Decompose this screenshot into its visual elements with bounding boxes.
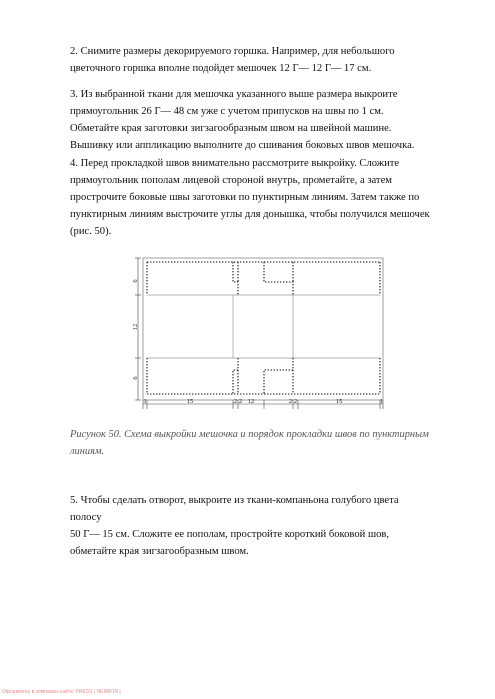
dimension-horizontal bbox=[143, 400, 383, 409]
dim-label-v1: 6 bbox=[132, 279, 139, 283]
paragraph-step-3: 3. Из выбранной ткани для мешочка указанного выше размера выкроите прямоугольник 26 Г— 48 см уже с учетом припусков на швы по 1 см. Обметайте края заготовки зигзагообразным швом на швейной машине. Вышивку или аппликацию выполните до сшивания боковых швов мешочка. bbox=[70, 89, 415, 151]
dim-label-v2: 12 bbox=[132, 323, 139, 331]
dim-label-h4: 2 bbox=[238, 398, 243, 405]
dim-label-h9: 1 bbox=[379, 398, 384, 405]
figure-caption: Рисунок 50. Схема выкройки мешочка и порядок прокладки швов по пунктирным линиям. bbox=[70, 429, 429, 457]
dim-label-h8: 15 bbox=[335, 398, 343, 405]
paragraph-step-2: 2. Снимите размеры декорируемого горшка. Например, для небольшого цветочного горшка вполне подойдет мешочек 12 Г— 12 Г— 17 см. bbox=[70, 46, 395, 74]
dim-label-h7: 2 bbox=[293, 398, 298, 405]
paragraph-step-4: 4. Перед прокладкой швов внимательно рассмотрите выкройку. Сложите прямоугольник пополам лицевой стороной внутрь, прометайте, а затем прострочите боковые швы заготовки по пунктирным линиям. Затем также по пунктирным линиям выстрочите углы для донышка, чтобы получился мешочек (рис. 50). bbox=[70, 158, 430, 237]
dim-label-h6: 2 bbox=[288, 398, 293, 405]
page-footer: Оформлено в компании-сайте: PRESS | HERBON | bbox=[2, 689, 121, 695]
seam-lines bbox=[147, 262, 380, 394]
dim-label-h1: 1 bbox=[143, 398, 147, 405]
dim-label-h2: 15 bbox=[186, 398, 194, 405]
dim-label-v3: 6 bbox=[132, 376, 139, 380]
pattern-diagram bbox=[130, 252, 385, 412]
dim-label-h5: 12 bbox=[247, 398, 255, 405]
paragraph-step-5: 5. Чтобы сделать отворот, выкроите из ткани-компаньона голубого цвета полосу 50 Г— 15 см. Сложите ее пополам, простройте короткий боковой шов, обметайте края зигзагообразным швом. bbox=[70, 495, 399, 557]
pattern-outline bbox=[143, 258, 383, 400]
dim-label-h3: 2 bbox=[233, 398, 238, 405]
